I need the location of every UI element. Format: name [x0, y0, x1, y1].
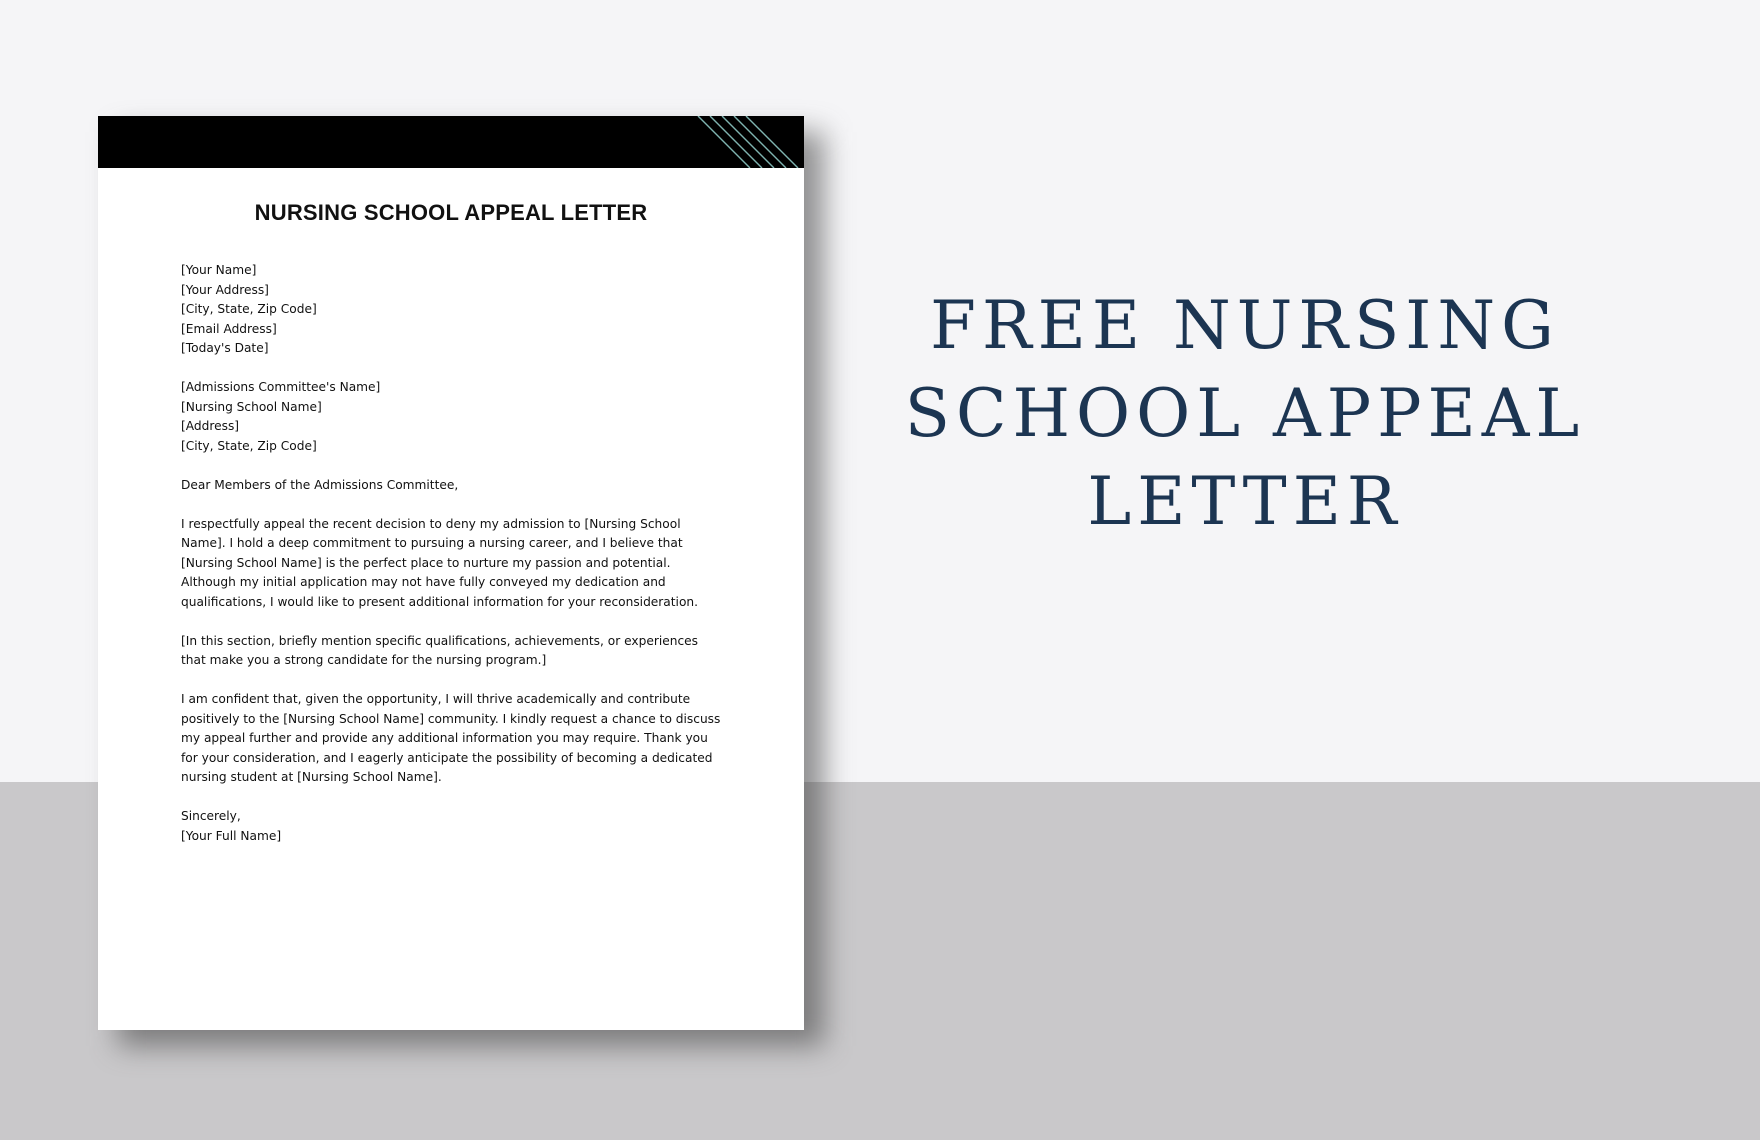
sender-name: [Your Name]	[181, 263, 257, 277]
paragraph-qualifications: [In this section, briefly mention specific qualifications, achievements, or experiences that make you a strong candidate for the nursing program.]	[181, 633, 699, 667]
recipient-name: [Admissions Committee's Name]	[181, 380, 381, 394]
signature: [Your Full Name]	[181, 828, 282, 843]
recipient-block	[181, 378, 721, 456]
salutation: Dear Members of the Admissions Committee,	[181, 477, 459, 492]
paragraph-closing-request: I am confident that, given the opportunity, I will thrive academically and contribute positively to the [Nursing School Name] community. I kindly request a chance to discuss my appeal further and provide any additional information you may require. Thank you for your consideration, and I eagerly anticipate the possibility of becoming a dedicated nursing student at [Nursing School Name].	[181, 692, 721, 784]
recipient-address: [Address]	[181, 419, 240, 433]
letter-document	[98, 116, 804, 1030]
document-title: NURSING SCHOOL APPEAL LETTER	[254, 200, 648, 225]
sender-block	[181, 261, 721, 359]
hero-title-line-1: FREE NURSING	[930, 287, 1560, 364]
hero-title-line-2: SCHOOL APPEAL	[904, 375, 1586, 452]
diagonal-stripes-decoration	[694, 116, 804, 168]
closing: Sincerely,	[181, 809, 241, 823]
sender-date: [Today's Date]	[181, 341, 269, 355]
sender-address: [Your Address]	[181, 282, 269, 297]
document-header-bar	[98, 116, 804, 168]
letter-body	[181, 261, 721, 846]
signature-block	[181, 807, 721, 846]
recipient-school: [Nursing School Name]	[181, 399, 322, 414]
paragraph-appeal: I respectfully appeal the recent decision to deny my admission to [Nursing School Name]. I hold a deep commitment to pursuing a nursing career, and I believe that [Nursing School Name] is the perfect place to nurture my passion and potential. Although my initial application may not have fully conveyed my dedication and qualifications, I would like to present additional information for your reconsideration.	[181, 516, 698, 609]
sender-email: [Email Address]	[181, 321, 277, 336]
hero-title-line-3: LETTER	[1087, 463, 1403, 540]
recipient-city: [City, State, Zip Code]	[181, 438, 317, 453]
hero-title	[900, 282, 1590, 546]
sender-city: [City, State, Zip Code]	[181, 302, 317, 316]
